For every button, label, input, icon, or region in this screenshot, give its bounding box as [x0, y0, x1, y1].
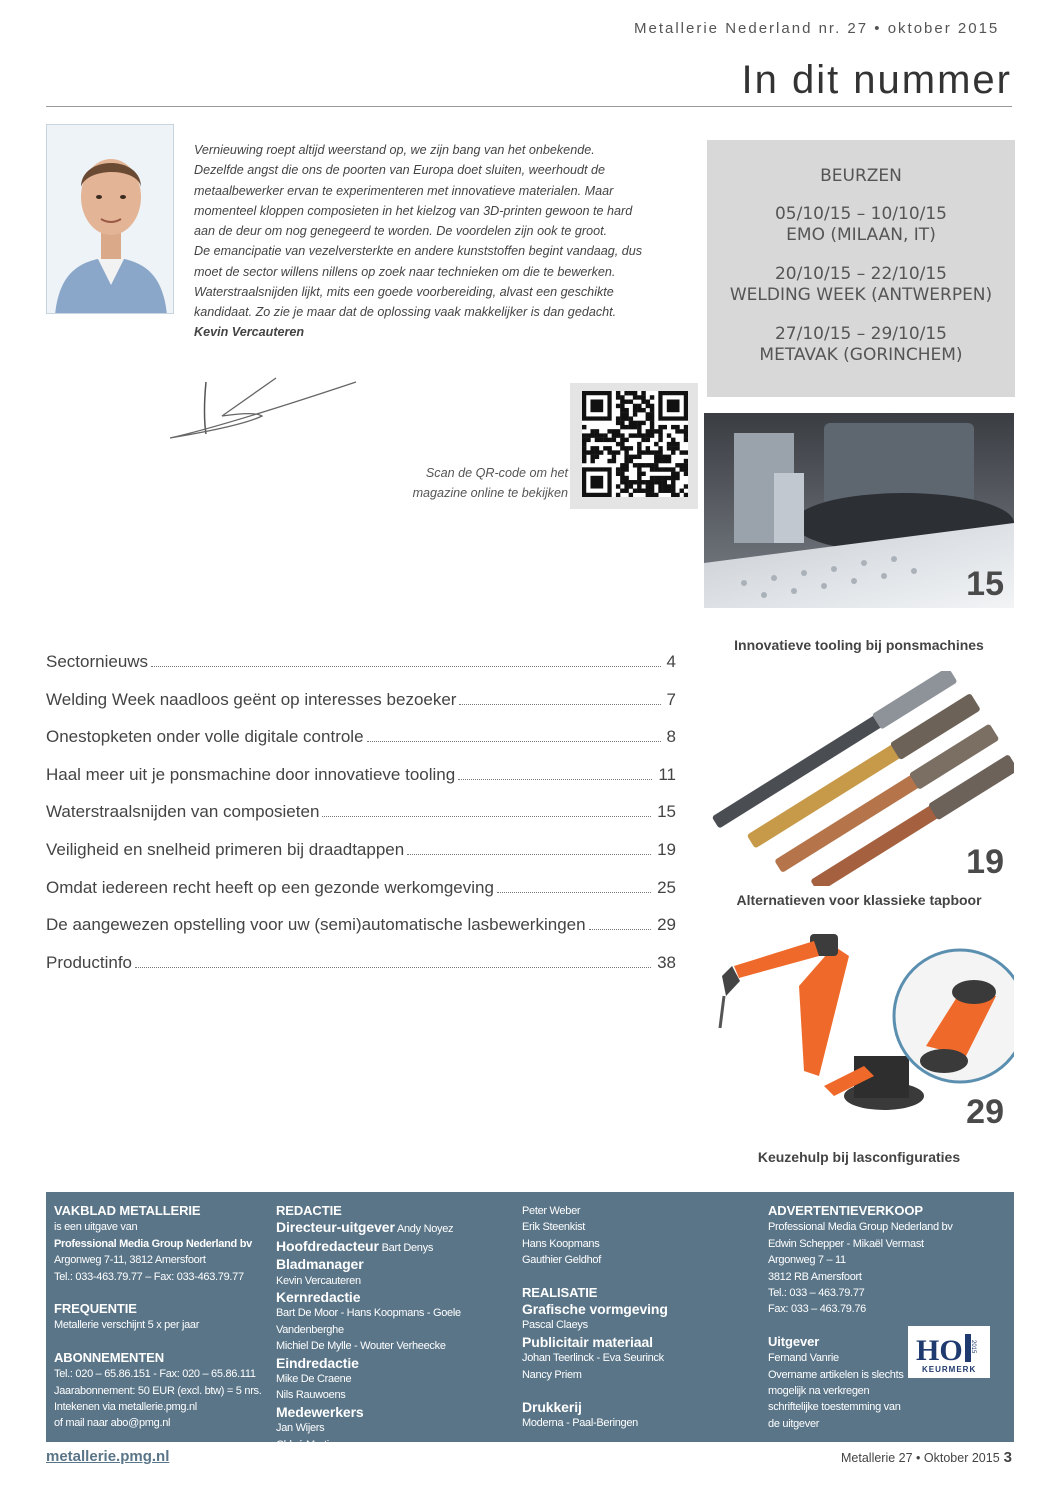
colophon-value: Bart De Moor - Hans Koopmans - Goele Vandenberghe [276, 1307, 461, 1336]
feature-page-number: 19 [966, 843, 1004, 881]
logo-sub: KEURMERK [922, 1365, 977, 1374]
toc-row[interactable] [46, 840, 676, 878]
colophon-heading: ABONNEMENTEN [54, 1349, 165, 1365]
colophon-value: Hans Koopmans [522, 1237, 600, 1250]
toc-title: Haal meer uit je ponsmachine door innovatieve tooling [46, 764, 456, 784]
logo-text: HO [916, 1334, 963, 1367]
colophon-heading: Uitgever [768, 1333, 820, 1349]
toc-title: Waterstraalsnijden van composieten [46, 802, 320, 822]
colophon-line: of mail naar abo@pmg.nl [54, 1417, 171, 1430]
toc-row[interactable] [46, 765, 676, 803]
toc-row[interactable] [46, 915, 676, 953]
footer-issue [841, 1449, 1012, 1466]
toc-title: Sectornieuws [46, 652, 149, 671]
page-number: 3 [1003, 1449, 1012, 1466]
title-rule [46, 106, 1012, 107]
toc-page: 25 [657, 877, 676, 897]
colophon-line: Tel.: 020 – 65.86.151 - Fax: 020 – 65.86.111 [54, 1368, 256, 1381]
page-title: In dit nummer [741, 58, 1012, 102]
colophon-value: Erik Steenkist [522, 1221, 586, 1234]
masthead: Metallerie Nederland nr. 27 • oktober 2015 [634, 20, 1000, 37]
colophon-line: Intekenen via metallerie.pmg.nl [54, 1401, 197, 1414]
editor-portrait [46, 124, 174, 314]
colophon-value: Mike De Craene [276, 1373, 352, 1386]
editorial-author: Kevin Vercauteren [194, 324, 305, 339]
footer-issue-text: Metallerie 27 • Oktober 2015 [841, 1451, 1000, 1465]
fairs-box [707, 140, 1015, 397]
colophon-role: Grafische vormgeving [522, 1301, 668, 1318]
colophon-line: Jaarabonnement: 50 EUR (excl. btw) = 5 nrs. [54, 1384, 262, 1397]
table-of-contents [46, 652, 676, 990]
editorial-line: Waterstraalsnijden lijkt, mits een goede voorbereiding, alvast een geschikte [194, 285, 614, 300]
feature-photo-punching[interactable] [704, 413, 1014, 608]
colophon-value: Moderna - Paal-Beringen [522, 1417, 639, 1430]
editorial-line: metaalbewerker ervan te experimenteren met innovatieve materialen. Maar [194, 183, 614, 198]
colophon-col-production [522, 1203, 762, 1432]
fair-dates: 05/10/15 – 10/10/15 [774, 204, 947, 224]
fair-item [707, 204, 1015, 246]
colophon-role: Medewerkers [276, 1403, 364, 1420]
website-link[interactable]: metallerie.pmg.nl [46, 1448, 170, 1465]
colophon-line: Tel.: 033-463.79.77 – Fax: 033-463.79.77 [54, 1270, 244, 1283]
toc-leader [367, 741, 661, 742]
colophon-col-publisher [54, 1203, 276, 1432]
colophon-heading: REDACTIE [276, 1203, 342, 1218]
fair-name: EMO (MILAAN, IT) [786, 225, 936, 245]
fair-name: METAVAK (GORINCHEM) [759, 345, 963, 365]
feature-caption: Alternatieven voor klassieke tapboor [736, 892, 982, 908]
colophon-role: Eindredactie [276, 1354, 359, 1371]
toc-page: 38 [657, 952, 676, 972]
colophon-value: Johan Teerlinck - Eva Seurinck [522, 1352, 664, 1365]
qr-caption-line: magazine online te bekijken [412, 486, 568, 500]
colophon-line: Fernand Vanrie [768, 1352, 839, 1365]
toc-page: 15 [657, 802, 676, 822]
colophon-role: Kernredactie [276, 1289, 361, 1306]
toc-leader [589, 929, 652, 930]
colophon-role: Bladmanager [276, 1256, 364, 1273]
colophon-line: Overname artikelen is slechts [768, 1368, 904, 1381]
colophon-line: Argonweg 7-11, 3812 Amersfoort [54, 1254, 206, 1267]
toc-leader [459, 704, 660, 705]
colophon-line: Professional Media Group Nederland bv [768, 1221, 953, 1234]
ho-keurmerk-logo [908, 1326, 990, 1378]
toc-leader [135, 967, 651, 968]
fair-dates: 20/10/15 – 22/10/15 [774, 264, 947, 284]
fair-dates: 27/10/15 – 29/10/15 [774, 324, 947, 344]
colophon-heading: ADVERTENTIEVERKOOP [768, 1203, 923, 1218]
toc-title: Productinfo [46, 952, 132, 972]
editorial-line: moet de sector willens nillens op zoek naar technieken om die te bewerken. [194, 264, 616, 279]
toc-row[interactable] [46, 727, 676, 765]
colophon-line: is een uitgave van [54, 1221, 138, 1234]
fair-item [707, 324, 1015, 366]
colophon-value: Peter Weber [522, 1205, 581, 1217]
toc-page: 7 [666, 689, 676, 709]
colophon-col-advertising [768, 1203, 968, 1432]
toc-leader [407, 854, 651, 855]
colophon-line: de uitgever [768, 1417, 820, 1430]
colophon-value: Pascal Claeys [522, 1319, 588, 1332]
toc-leader [458, 779, 652, 780]
colophon-line: schriftelijke toestemming van [768, 1401, 901, 1414]
editorial-line: momenteel kloppen composieten in het kielzog van 3D-printen gewoon te hard [194, 203, 633, 218]
colophon-line: mogelijk na verkregen [768, 1385, 870, 1398]
colophon-value: Kevin Vercauteren [276, 1274, 361, 1287]
colophon-heading: REALISATIE [522, 1284, 598, 1300]
toc-row[interactable] [46, 878, 676, 916]
toc-title: Welding Week naadloos geënt op interesses bezoeker [46, 689, 457, 709]
toc-page: 29 [657, 915, 676, 935]
colophon-line: Metallerie verschijnt 5 x per jaar [54, 1319, 200, 1332]
editorial-line: Vernieuwing roept altijd weerstand op, we zijn bang van het onbekende. [194, 143, 595, 157]
colophon-role: Hoofdredacteur [276, 1237, 379, 1254]
colophon-role: Publicitair materiaal [522, 1333, 653, 1350]
colophon-line: Argonweg 7 – 11 [768, 1254, 846, 1267]
colophon-value: Nancy Priem [522, 1368, 582, 1381]
colophon-value: Jan Wijers [276, 1422, 325, 1435]
colophon-heading: VAKBLAD METALLERIE [54, 1203, 201, 1218]
colophon-line: Fax: 033 – 463.79.76 [768, 1303, 866, 1316]
feature-page-number: 15 [966, 565, 1004, 603]
feature-caption: Innovatieve tooling bij ponsmachines [734, 637, 984, 653]
editorial-line: Dezelfde angst die ons de poorten van Europa doet sluiten, weerhoudt de [194, 163, 605, 178]
fair-item [707, 264, 1015, 306]
toc-leader [322, 816, 651, 817]
toc-title: De aangewezen opstelling voor uw (semi)automatische lasbewerkingen [46, 915, 586, 935]
colophon-value: Michiel De Mylle - Wouter Verheecke [276, 1340, 446, 1353]
toc-leader [151, 666, 660, 667]
toc-row[interactable] [46, 652, 676, 690]
colophon-role: Drukkerij [522, 1399, 582, 1416]
qr-caption-line: Scan de QR-code om het [425, 466, 568, 480]
colophon-value: Andy Noyez [396, 1223, 454, 1236]
editorial-line: aan de deur om nog genegeerd te worden. De voordelen zijn ook te groot. [194, 224, 608, 239]
toc-row[interactable] [46, 953, 676, 991]
toc-page: 19 [657, 839, 676, 859]
toc-page: 11 [658, 764, 676, 784]
colophon-heading: FREQUENTIE [54, 1301, 137, 1317]
colophon-line: Edwin Schepper - Mikaël Vermast [768, 1237, 924, 1250]
colophon-value: Bart Denys [381, 1241, 434, 1254]
qr-caption [380, 463, 568, 503]
toc-title: Veiligheid en snelheid primeren bij draadtappen [46, 839, 405, 859]
colophon-role: Directeur-uitgever [276, 1219, 395, 1236]
editorial-line: De emancipatie van vezelversterkte en andere kunststoffen begint vandaag, dus [194, 244, 643, 259]
logo-year: 2015 [970, 1340, 976, 1354]
colophon [46, 1192, 1014, 1451]
toc-page: 8 [666, 727, 676, 747]
colophon-line: Professional Media Group Nederland bv [54, 1237, 252, 1250]
colophon-value: Nils Rauwoens [276, 1389, 346, 1402]
colophon-value: Chloé Martin [276, 1438, 335, 1451]
feature-caption: Keuzehulp bij lasconfiguraties [757, 1149, 961, 1165]
feature-photo-robot[interactable] [704, 926, 1014, 1136]
toc-page: 4 [666, 652, 676, 671]
toc-title: Onestopketen onder volle digitale controle [46, 727, 364, 747]
feature-photo-taps[interactable] [704, 671, 1014, 886]
toc-row[interactable] [46, 802, 676, 840]
feature-page-number: 29 [966, 1093, 1004, 1131]
colophon-col-editorial [276, 1203, 516, 1453]
toc-title: Omdat iedereen recht heeft op een gezonde werkomgeving [46, 877, 494, 897]
colophon-line: Tel.: 033 – 463.79.77 [768, 1287, 865, 1300]
fairs-heading: BEURZEN [820, 166, 902, 186]
colophon-value: Gauthier Geldhof [522, 1254, 601, 1267]
editorial-line: kandidaat. Zo zie je maar dat de oplossing vaak makkelijker is dan gedacht. [194, 305, 617, 320]
colophon-line: 3812 RB Amersfoort [768, 1270, 862, 1283]
signature [166, 372, 361, 444]
qr-code-box[interactable] [570, 383, 698, 509]
qr-code[interactable] [582, 391, 688, 497]
toc-row[interactable] [46, 690, 676, 728]
fair-name: WELDING WEEK (ANTWERPEN) [729, 285, 993, 305]
toc-leader [497, 892, 651, 893]
editorial-text [194, 140, 668, 341]
